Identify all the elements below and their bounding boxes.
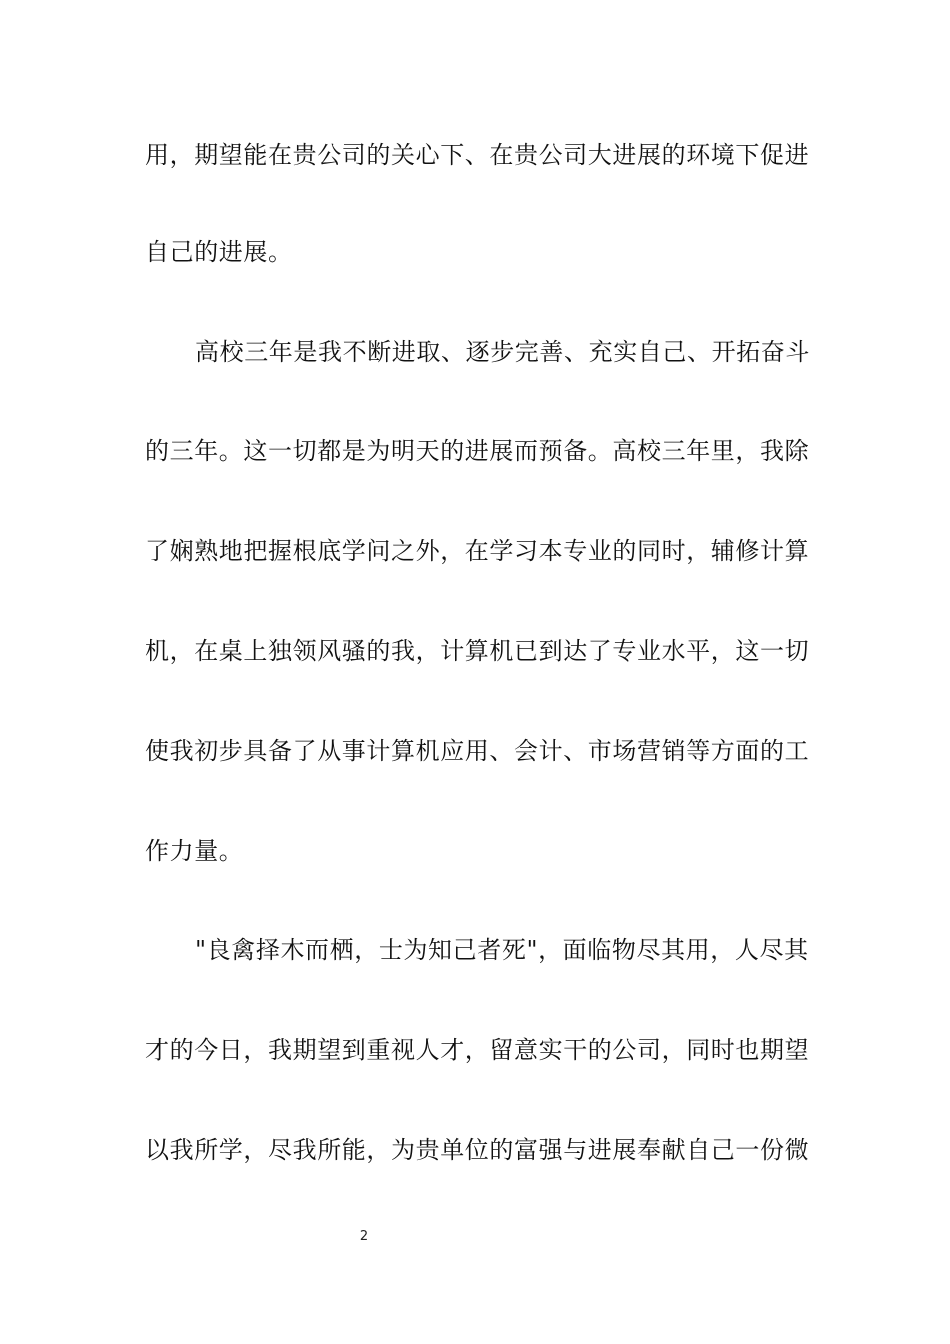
text-line: 的三年。这一切都是为明天的进展而预备。高校三年里，我除	[145, 437, 810, 465]
text-line: 以我所学，尽我所能，为贵单位的富强与进展奉献自己一份微	[145, 1136, 810, 1164]
paragraph-start-line: "良禽择木而栖，士为知己者死"，面临物尽其用，人尽其	[195, 936, 809, 964]
paragraph-start-line: 高校三年是我不断进取、逐步完善、充实自己、开拓奋斗	[195, 338, 810, 366]
text-line: 才的今日，我期望到重视人才，留意实干的公司，同时也期望	[145, 1036, 810, 1064]
text-line: 用，期望能在贵公司的关心下、在贵公司大进展的环境下促进	[145, 141, 810, 169]
text-line: 作力量。	[145, 837, 244, 865]
text-line: 了娴熟地把握根底学问之外，在学习本专业的同时，辅修计算	[145, 537, 810, 565]
text-line: 机，在桌上独领风骚的我，计算机已到达了专业水平，这一切	[145, 637, 810, 665]
text-line: 使我初步具备了从事计算机应用、会计、市场营销等方面的工	[145, 737, 810, 765]
text-line: 自己的进展。	[145, 238, 293, 266]
page-number: 2	[359, 1229, 369, 1244]
